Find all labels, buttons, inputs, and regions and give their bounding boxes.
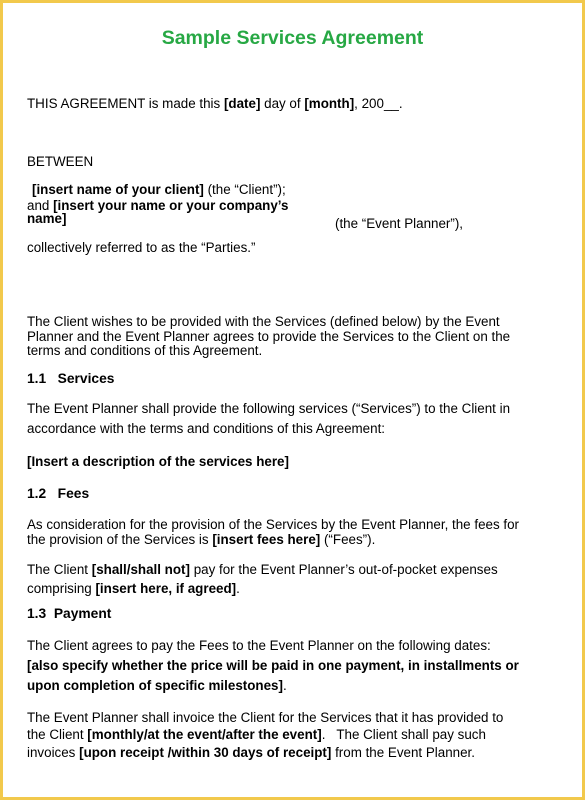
- expenses-line-2: comprising [insert here, if agreed].: [27, 581, 240, 596]
- fees-placeholder: [insert fees here]: [212, 532, 321, 547]
- month-placeholder: [month]: [304, 96, 355, 111]
- invoice-text-line-3: invoices [upon receipt /within 30 days of receipt] from the Event Planner.: [27, 745, 475, 760]
- fees-text-line-2: the provision of the Services is [insert fees here] (“Fees”).: [27, 532, 376, 547]
- document-title: Sample Services Agreement: [161, 27, 424, 49]
- parties-definition: collectively referred to as the “Parties.”: [27, 240, 256, 255]
- planner-definition: (the “Event Planner”),: [335, 216, 464, 231]
- expenses-items-placeholder: [insert here, if agreed]: [95, 581, 237, 596]
- invoice-terms-placeholder: [upon receipt /within 30 days of receipt]: [79, 745, 332, 760]
- section-heading-payment: 1.3 Payment: [27, 606, 112, 621]
- client-name-placeholder: [insert name of your client]: [32, 182, 204, 197]
- payment-terms-placeholder-2: upon completion of specific milestones].: [27, 678, 287, 693]
- invoice-text-line-2: the Client [monthly/at the event/after the event]. The Client shall pay such: [27, 727, 486, 742]
- recital-line-1: The Client wishes to be provided with the Services (defined below) by the Event: [27, 314, 500, 329]
- section-heading-fees: 1.2 Fees: [27, 486, 90, 501]
- services-text-line-2: accordance with the terms and conditions of this Agreement:: [27, 421, 386, 436]
- services-text-line-1: The Event Planner shall provide the following services (“Services”) to the Client in: [27, 401, 511, 416]
- agreement-date-line: THIS AGREEMENT is made this [date] day of [month], 200__.: [27, 96, 403, 111]
- invoice-text-line-1: The Event Planner shall invoice the Client for the Services that it has provided to: [27, 710, 504, 725]
- expenses-placeholder: [shall/shall not]: [91, 562, 190, 577]
- planner-name-placeholder: [insert your name or your company’s: [53, 198, 289, 213]
- planner-name-continued: name]: [27, 211, 67, 226]
- payment-terms-placeholder-1: [also specify whether the price will be paid in one payment, in installments or: [27, 658, 519, 673]
- date-placeholder: [date]: [223, 96, 261, 111]
- fees-text-line-1: As consideration for the provision of the Services by the Event Planner, the fees for: [27, 517, 520, 532]
- invoice-frequency-placeholder: [monthly/at the event/after the event]: [87, 727, 322, 742]
- services-description-placeholder: [Insert a description of the services here]: [27, 454, 289, 469]
- client-party-line: [insert name of your client] (the “Client”);: [32, 182, 286, 197]
- recital-line-2: Planner and the Event Planner agrees to provide the Services to the Client on the: [27, 329, 511, 344]
- section-heading-services: 1.1 Services: [27, 371, 115, 386]
- payment-text-line-1: The Client agrees to pay the Fees to the Event Planner on the following dates:: [27, 638, 491, 653]
- planner-party-line: and [insert your name or your company’s: [27, 198, 289, 213]
- between-label: BETWEEN: [27, 154, 94, 169]
- expenses-line-1: The Client [shall/shall not] pay for the Event Planner’s out-of-pocket expenses: [27, 562, 498, 577]
- recital-line-3: terms and conditions of this Agreement.: [27, 343, 263, 358]
